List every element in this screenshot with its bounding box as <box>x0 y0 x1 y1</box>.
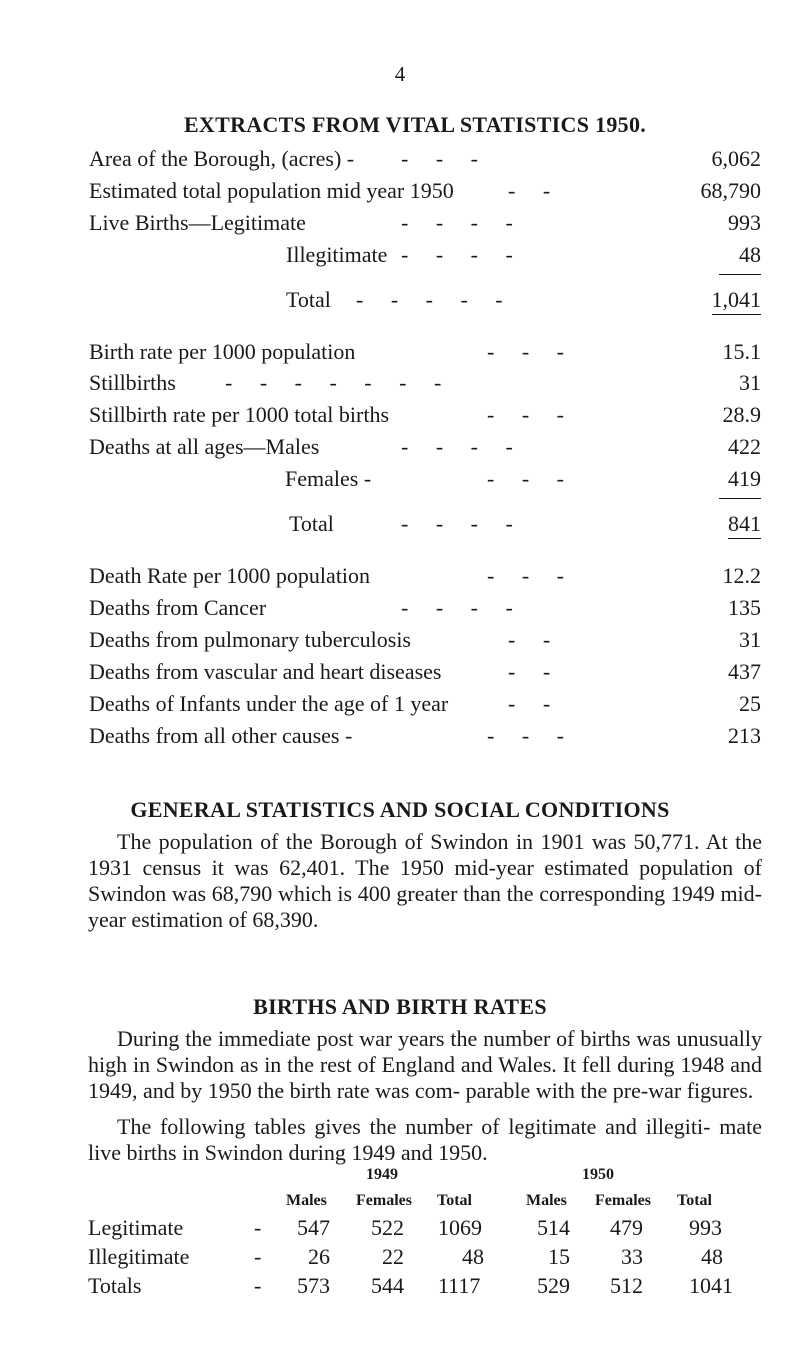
row-dash: - <box>254 1215 262 1240</box>
table-cell: 547 <box>297 1215 330 1240</box>
births-heading: BIRTHS AND BIRTH RATES <box>253 994 547 1019</box>
stat-label: Stillbirth rate per 1000 total births <box>89 402 390 427</box>
row-dash: - <box>254 1273 262 1298</box>
row-label: Illegitimate <box>88 1244 190 1269</box>
stat-row <box>89 627 761 659</box>
table-cell: 1117 <box>438 1273 481 1298</box>
column-header: Total <box>677 1192 712 1209</box>
year-header: 1949 <box>366 1166 398 1183</box>
table-cell: 48 <box>462 1244 484 1269</box>
row-label: Totals <box>88 1273 142 1298</box>
leader-dashes: - - - <box>487 723 564 748</box>
leader-dashes: - - - - <box>401 434 513 459</box>
column-header: Total <box>437 1192 472 1209</box>
stat-row <box>89 339 761 371</box>
column-header: Males <box>286 1192 327 1209</box>
paragraph-text: The population of the Borough of Swindon in 1901 was 50,771. At the 1931 census it was 62,401. The 1950 mid-year estimated population of Swindon was 68,790 which is 400 greater than the corresponding 1949 mid-year estimation of 68,390. <box>88 829 762 932</box>
stat-row <box>89 434 761 466</box>
stat-row <box>89 659 761 691</box>
stat-label: Total <box>286 287 331 312</box>
column-header: Males <box>526 1192 567 1209</box>
table-cell: 993 <box>689 1215 722 1240</box>
stat-row <box>89 511 761 543</box>
subtotal-rule <box>719 274 761 275</box>
stat-value: 31 <box>739 370 761 395</box>
stat-value: 31 <box>739 627 761 652</box>
general-paragraph <box>88 829 762 933</box>
stat-row <box>89 595 761 627</box>
stat-label: Deaths at all ages—Males <box>89 434 320 459</box>
stat-row <box>89 563 761 595</box>
leader-dashes: - - - - - <box>356 287 503 312</box>
stat-row <box>89 178 761 210</box>
stat-value: 6,062 <box>711 146 761 171</box>
stat-row <box>89 466 761 498</box>
stat-label: Live Births—Legitimate <box>89 210 306 235</box>
table-cell: 33 <box>621 1244 643 1269</box>
table-cell: 512 <box>610 1273 643 1298</box>
stat-label: Death Rate per 1000 population <box>89 563 371 588</box>
stat-value: 12.2 <box>722 563 761 588</box>
stat-label: Estimated total population mid year 1950 <box>89 178 454 203</box>
stat-row <box>89 210 761 242</box>
stat-value: 993 <box>728 210 761 235</box>
leader-dashes: - - <box>508 178 551 203</box>
leader-dashes: - - - <box>487 339 564 364</box>
stat-label: Deaths of Infants under the age of 1 year <box>89 691 449 716</box>
stat-value: 213 <box>728 723 761 748</box>
vital-statistics-heading: EXTRACTS FROM VITAL STATISTICS 1950. <box>183 112 647 137</box>
leader-dashes: - - <box>508 627 551 652</box>
stat-value: 437 <box>728 659 761 684</box>
subtotal-rule <box>719 498 761 499</box>
births-paragraph-1 <box>88 1026 762 1104</box>
leader-dashes: - - <box>508 659 551 684</box>
column-header: Females <box>595 1192 651 1209</box>
stat-row <box>89 723 761 755</box>
general-statistics-heading: GENERAL STATISTICS AND SOCIAL CONDITIONS <box>130 797 670 822</box>
leader-dashes: - - - - <box>401 242 513 267</box>
stat-label: Deaths from vascular and heart diseases <box>89 659 442 684</box>
table-cell: 514 <box>537 1215 570 1240</box>
table-cell: 544 <box>371 1273 404 1298</box>
stat-row <box>89 146 761 178</box>
stat-row <box>89 287 761 319</box>
table-cell: 573 <box>297 1273 330 1298</box>
leader-dashes: - - - - <box>401 595 513 620</box>
year-header: 1950 <box>582 1166 614 1183</box>
table-cell: 522 <box>371 1215 404 1240</box>
stat-label: Deaths from Cancer <box>89 595 267 620</box>
leader-dashes: - - - <box>487 402 564 427</box>
leader-dashes: - - - <box>487 563 564 588</box>
stat-label: Total <box>289 511 334 536</box>
stat-label: Birth rate per 1000 population <box>89 339 356 364</box>
stat-label: Females - <box>285 466 372 491</box>
stat-value: 48 <box>739 242 761 267</box>
births-paragraph-2 <box>88 1114 762 1166</box>
leader-dashes: - - - - - - - <box>225 370 442 395</box>
leader-dashes: - - - - <box>401 210 513 235</box>
row-dash: - <box>254 1244 262 1269</box>
table-cell: 15 <box>548 1244 570 1269</box>
table-cell: 22 <box>382 1244 404 1269</box>
column-header: Females <box>356 1192 412 1209</box>
stat-value: 25 <box>739 691 761 716</box>
stat-value: 841 <box>728 511 761 539</box>
table-cell: 48 <box>701 1244 723 1269</box>
stat-value: 15.1 <box>722 339 761 364</box>
stat-label: Stillbirths <box>89 370 176 395</box>
paragraph-text: The following tables gives the number of legitimate and illegiti- mate live births in Swindon during 1949 and 1950. <box>88 1114 762 1165</box>
leader-dashes: - - - <box>487 466 564 491</box>
stat-value: 68,790 <box>700 178 761 203</box>
paragraph-text: During the immediate post war years the number of births was unusually high in Swindon as in the rest of England and Wales. It fell during 1948 and 1949, and by 1950 the birth rate was com- parable with the pre-war figures. <box>88 1026 762 1103</box>
table-cell: 479 <box>610 1215 643 1240</box>
leader-dashes: - - <box>508 691 551 716</box>
stat-value: 135 <box>728 595 761 620</box>
stat-label: Illegitimate <box>286 242 388 267</box>
table-cell: 1069 <box>438 1215 482 1240</box>
table-cell: 1041 <box>689 1273 733 1298</box>
page-number: 4 <box>394 62 406 86</box>
table-cell: 529 <box>537 1273 570 1298</box>
stat-value: 28.9 <box>722 402 761 427</box>
stat-row <box>89 691 761 723</box>
leader-dashes: - - - - <box>401 511 513 536</box>
stat-value: 1,041 <box>712 287 762 315</box>
stat-row <box>89 402 761 434</box>
stat-value: 422 <box>728 434 761 459</box>
row-label: Legitimate <box>88 1215 184 1240</box>
stat-row <box>89 370 761 402</box>
stat-label: Deaths from all other causes - <box>89 723 353 748</box>
stat-row <box>89 242 761 274</box>
stat-label: Area of the Borough, (acres) - <box>89 146 355 171</box>
stat-label: Deaths from pulmonary tuberculosis <box>89 627 411 652</box>
table-cell: 26 <box>308 1244 330 1269</box>
stat-value: 419 <box>728 466 761 491</box>
leader-dashes: - - - <box>401 146 478 171</box>
